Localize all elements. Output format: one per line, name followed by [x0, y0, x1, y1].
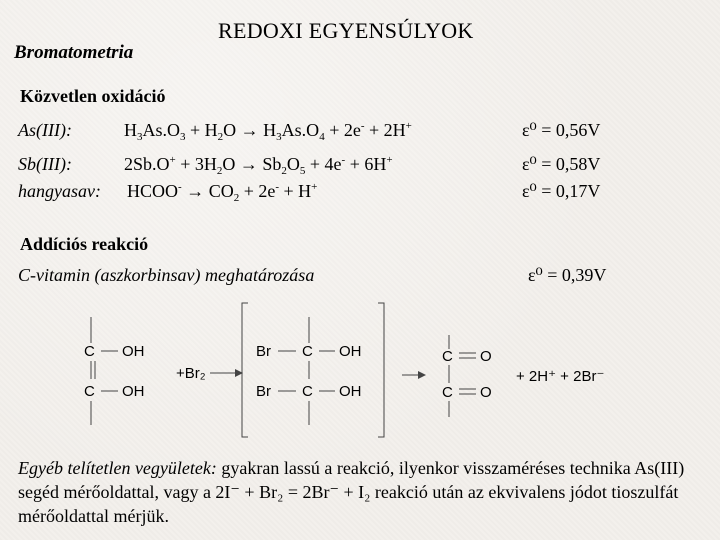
- bottom-paragraph: [18, 456, 708, 528]
- subtitle: Bromatometria: [14, 42, 134, 63]
- row-as-equation: $H_3As.O_3 + H_2O \to H_3As.O_4 + 2e^- + 2H^+$: [124, 120, 412, 143]
- row-sb-potential: ε⁰ = 0,58V: [522, 154, 601, 174]
- arrow-head: [418, 371, 426, 379]
- direct-oxidation-heading: Közvetlen oxidáció: [20, 86, 166, 106]
- atom-c: C: [302, 383, 313, 400]
- page-title: REDOXI EGYENSÚLYOK: [218, 18, 474, 43]
- row-formic-label: hangyasav:: [18, 181, 101, 201]
- products: + 2H⁺ + 2Br⁻: [516, 368, 605, 385]
- bottom-text: gyakran lassú a reakció, ilyenkor visszaméréses technika As(III) segéd mérőoldattal, vagy a 2I⁻ + Br₂ = 2Br⁻ + I₂ reakció után az ekvivalens jódot tioszulfát mérőoldattal mérjük.: [18, 458, 685, 526]
- addition-heading: Addíciós reakció: [20, 234, 149, 254]
- atom-c: C: [84, 383, 95, 400]
- bracket-right: [378, 303, 384, 437]
- atom-c: C: [302, 343, 313, 360]
- bracket-left: [242, 303, 248, 437]
- row-sb-equation: $2Sb.O^+ + 3H_2O \to Sb_2O_5 + 4e^- + 6H^+$: [124, 154, 393, 177]
- atom-o: O: [480, 348, 492, 365]
- group-oh: OH: [339, 383, 362, 400]
- group-oh: OH: [122, 343, 145, 360]
- row-as-label: As(III):: [18, 120, 72, 140]
- row-as-potential: ε⁰ = 0,56V: [522, 120, 601, 140]
- atom-c: C: [442, 348, 453, 365]
- addition-line: C-vitamin (aszkorbinsav) meghatározása: [18, 265, 315, 285]
- atom-br: Br: [256, 343, 271, 360]
- atom-c: C: [442, 384, 453, 401]
- atom-o: O: [480, 384, 492, 401]
- reaction-diagram: [80, 295, 640, 445]
- atom-br: Br: [256, 383, 271, 400]
- atom-c: C: [84, 343, 95, 360]
- group-oh: OH: [122, 383, 145, 400]
- row-formic-potential: ε⁰ = 0,17V: [522, 181, 601, 201]
- bottom-italic: Egyéb telítetlen vegyületek:: [18, 458, 217, 478]
- row-sb-label: Sb(III):: [18, 154, 72, 174]
- row-formic-equation: HCOO- → $CO_2 + 2e^- + H^+$: [127, 181, 318, 204]
- addition-potential: ε⁰ = 0,39V: [528, 265, 607, 285]
- group-oh: OH: [339, 343, 362, 360]
- reagent-br2: +Br₂: [176, 365, 206, 382]
